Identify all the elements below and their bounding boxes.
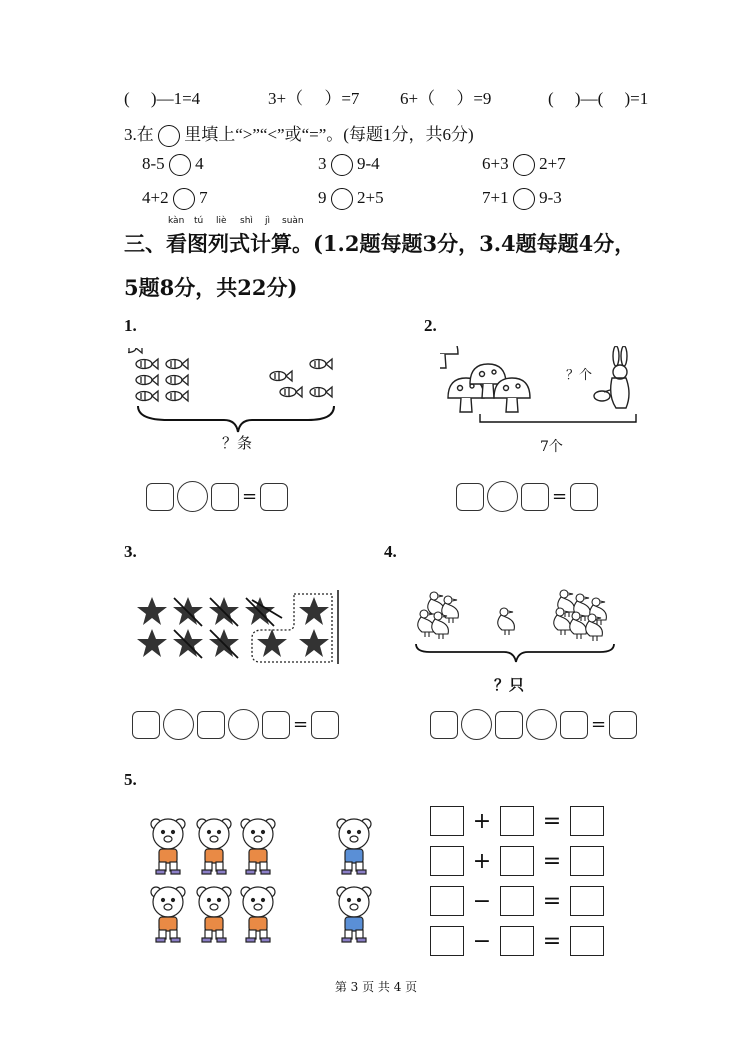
answer-row-4 (430, 709, 640, 740)
fish-question-label: ？条 (222, 436, 253, 452)
mushroom-picture (440, 346, 650, 436)
answer-box[interactable] (500, 806, 534, 836)
compare-item: 7+1 9-3 (482, 188, 562, 210)
q3-label: 3.在 (124, 125, 154, 144)
pinyin: shì (240, 216, 253, 226)
q3-heading (124, 120, 474, 147)
fill-eq-4: ( )—( )=1 (548, 89, 649, 108)
operator-circle[interactable] (526, 709, 557, 740)
section-title: 三、看图列式计算。(1.2题每题3分，3.4题每题4分， (124, 231, 636, 256)
answer-box[interactable] (211, 483, 239, 511)
problem-number: 5. (124, 770, 137, 789)
pinyin: liè (216, 216, 227, 226)
answer-box[interactable] (430, 806, 464, 836)
compare-item: 9 2+5 (318, 188, 384, 210)
answer-box[interactable] (456, 483, 484, 511)
operator-circle[interactable] (177, 481, 208, 512)
answer-box[interactable] (570, 846, 604, 876)
stars-picture (132, 588, 342, 668)
equals-sign: = (591, 714, 607, 735)
rabbit-icon (594, 346, 629, 408)
pinyin: kàn (168, 216, 185, 226)
answer-circle[interactable] (331, 154, 353, 176)
operator-circle[interactable] (228, 709, 259, 740)
equals-sign: = (293, 714, 309, 735)
answer-box[interactable] (500, 926, 534, 956)
operator-circle[interactable] (487, 481, 518, 512)
equals-sign: = (552, 486, 568, 507)
answer-box[interactable] (609, 711, 637, 739)
section-title-cont: 5题8分，共22分) (124, 275, 298, 300)
page-footer: 第 3 页 共 4 页 (334, 980, 418, 994)
eq-row-4: − = (430, 926, 604, 956)
compare-item: 3 9-4 (318, 154, 380, 176)
compare-item: 8-5 4 (142, 154, 204, 176)
operator-circle[interactable] (461, 709, 492, 740)
fill-eq-3: 6+（ ）=9 (400, 89, 492, 108)
ducks-picture (410, 586, 620, 666)
answer-box[interactable] (430, 926, 464, 956)
answer-box[interactable] (260, 483, 288, 511)
answer-box[interactable] (570, 926, 604, 956)
answer-box[interactable] (430, 886, 464, 916)
answer-box[interactable] (262, 711, 290, 739)
answer-circle[interactable] (173, 188, 195, 210)
pinyin: jì (265, 216, 271, 226)
answer-box[interactable] (500, 846, 534, 876)
q3-instruction: 里填上“>”“<”或“=”。(每题1分，共6分) (184, 125, 474, 144)
bears-picture (146, 808, 386, 958)
answer-row-3 (132, 709, 342, 740)
rabbit-question-label: ？个 (566, 368, 593, 383)
problem-number: 2. (424, 316, 437, 335)
problem-number: 1. (124, 316, 137, 335)
compare-item: 4+2 7 (142, 188, 208, 210)
answer-box[interactable] (311, 711, 339, 739)
eq-row-3: − = (430, 886, 604, 916)
pinyin: tú (194, 216, 204, 226)
fill-eq-1: ( )—1=4 (124, 89, 201, 108)
answer-circle[interactable] (169, 154, 191, 176)
circle-icon (158, 125, 180, 147)
eq-row-1: + = (430, 806, 604, 836)
answer-row-2 (456, 481, 601, 512)
answer-box[interactable] (521, 483, 549, 511)
pinyin: suàn (282, 216, 304, 226)
problem-number: 3. (124, 542, 137, 561)
fill-eq-2: 3+（ ）=7 (268, 89, 360, 108)
ducks-question-label: ？只 (494, 676, 525, 694)
eq-row-2: + = (430, 846, 604, 876)
answer-box[interactable] (430, 711, 458, 739)
answer-circle[interactable] (331, 188, 353, 210)
answer-box[interactable] (146, 483, 174, 511)
answer-box[interactable] (570, 806, 604, 836)
answer-box[interactable] (430, 846, 464, 876)
answer-box[interactable] (560, 711, 588, 739)
answer-box[interactable] (570, 483, 598, 511)
answer-box[interactable] (570, 886, 604, 916)
answer-circle[interactable] (513, 188, 535, 210)
compare-item: 6+3 2+7 (482, 154, 566, 176)
equals-sign: = (242, 486, 258, 507)
answer-box[interactable] (132, 711, 160, 739)
answer-box[interactable] (500, 886, 534, 916)
operator-circle[interactable] (163, 709, 194, 740)
answer-circle[interactable] (513, 154, 535, 176)
answer-row-1 (146, 481, 291, 512)
answer-box[interactable] (197, 711, 225, 739)
mushroom-total-label: 7个 (540, 439, 563, 455)
answer-box[interactable] (495, 711, 523, 739)
problem-number: 4. (384, 542, 397, 561)
